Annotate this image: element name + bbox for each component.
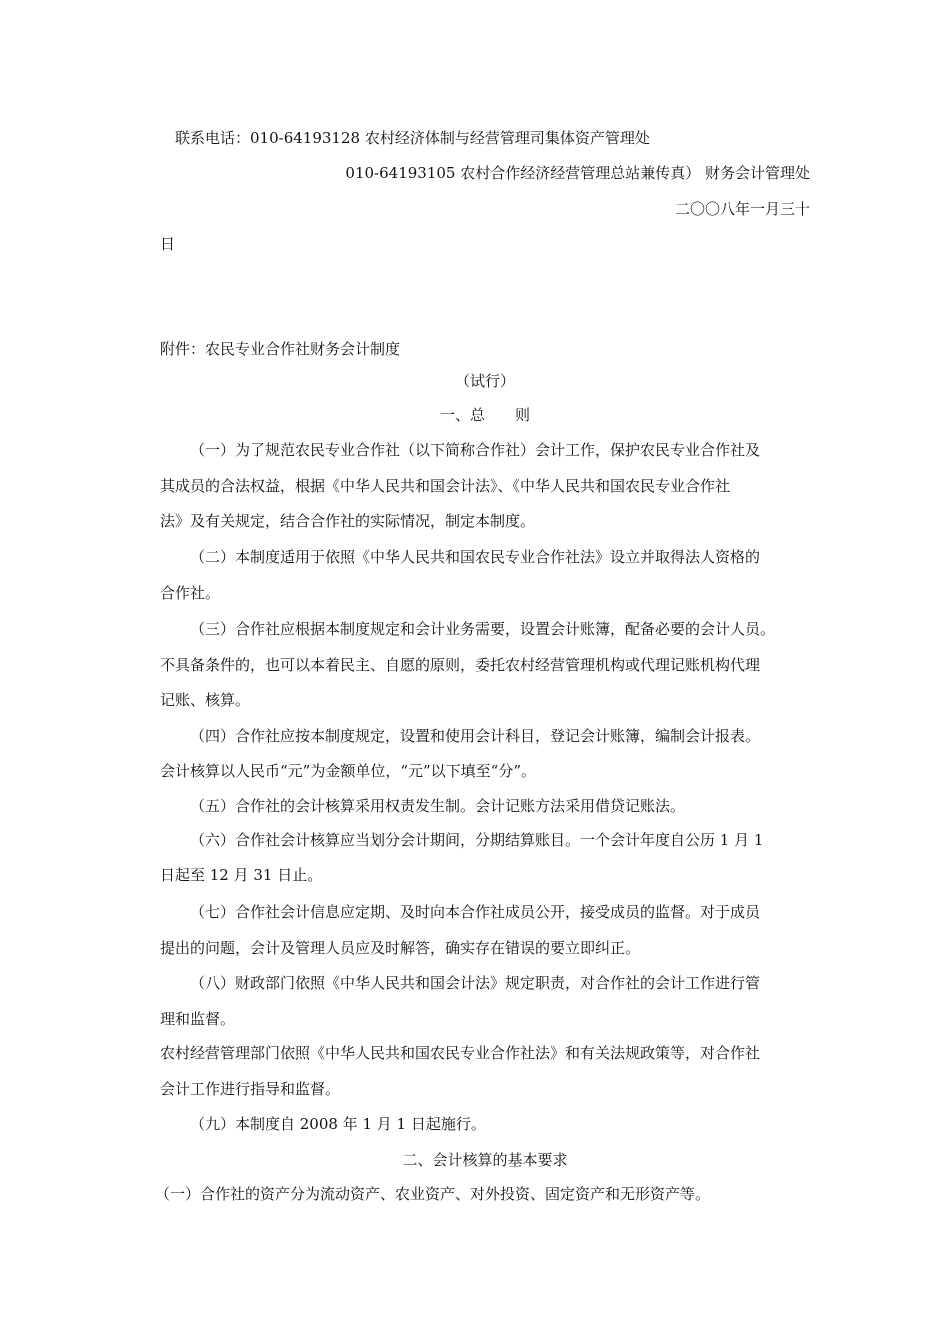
- paragraph-line: 理和监督。: [160, 1010, 236, 1028]
- paragraph-line: 会计工作进行指导和监督。: [160, 1080, 341, 1098]
- paragraph-line: 其成员的合法权益，根据《中华人民共和国会计法》、《中华人民共和国农民专业合作社: [160, 477, 731, 495]
- paragraph-line: （八）财政部门依照《中华人民共和国会计法》规定职责，对合作社的会计工作进行管: [190, 974, 761, 992]
- paragraph-line: （二）本制度适用于依照《中华人民共和国农民专业合作社法》设立并取得法人资格的: [190, 548, 761, 566]
- paragraph-line: （七）合作社会计信息应定期、及时向本合作社成员公开，接受成员的监督。对于成员: [190, 903, 761, 921]
- date-line-end: 日: [160, 235, 176, 253]
- attachment-subtitle: （试行）: [454, 372, 515, 390]
- paragraph-line: （三）合作社应根据本制度规定和会计业务需要，设置会计账簿，配备必要的会计人员。: [190, 620, 776, 638]
- paragraph-line: （一）合作社的资产分为流动资产、农业资产、对外投资、固定资产和无形资产等。: [155, 1185, 711, 1203]
- paragraph-line: （九）本制度自 2008 年 1 月 1 日起施行。: [190, 1115, 486, 1133]
- paragraph-line: 农村经营管理部门依照《中华人民共和国农民专业合作社法》和有关法规政策等，对合作社: [160, 1044, 761, 1062]
- section2-heading: 二、会计核算的基本要求: [402, 1151, 568, 1169]
- date-line: 二〇〇八年一月三十: [674, 200, 810, 218]
- paragraph-line: 记账、核算。: [160, 691, 251, 709]
- contact-line-2: 010-64193105 农村合作经济经营管理总站兼传真） 财务会计管理处: [345, 164, 810, 182]
- paragraph-line: 法》及有关规定，结合合作社的实际情况，制定本制度。: [160, 512, 536, 530]
- paragraph-line: （五）合作社的会计核算采用权责发生制。会计记账方法采用借贷记账法。: [190, 797, 686, 815]
- paragraph-line: 不具备条件的，也可以本着民主、自愿的原则，委托农村经营管理机构或代理记账机构代理: [160, 656, 761, 674]
- paragraph-line: 提出的问题，会计及管理人员应及时解答，确实存在错误的要立即纠正。: [160, 939, 641, 957]
- attachment-label: 附件：农民专业合作社财务会计制度: [160, 340, 401, 358]
- contact-line-1: 联系电话：010-64193128 农村经济体制与经营管理司集体资产管理处: [175, 129, 650, 147]
- paragraph-line: 日起至 12 月 31 日止。: [160, 866, 323, 884]
- paragraph-line: 合作社。: [160, 584, 221, 602]
- paragraph-line: （六）合作社会计核算应当划分会计期间，分期结算账目。一个会计年度自公历 1 月 1: [190, 831, 764, 849]
- section1-heading: 一、总 则: [439, 406, 530, 424]
- paragraph-line: 会计核算以人民币“元”为金额单位，“元”以下填至“分”。: [160, 762, 537, 780]
- paragraph-line: （四）合作社应按本制度规定，设置和使用会计科目，登记会计账簿，编制会计报表。: [190, 727, 761, 745]
- paragraph-line: （一）为了规范农民专业合作社（以下简称合作社）会计工作，保护农民专业合作社及: [190, 441, 761, 459]
